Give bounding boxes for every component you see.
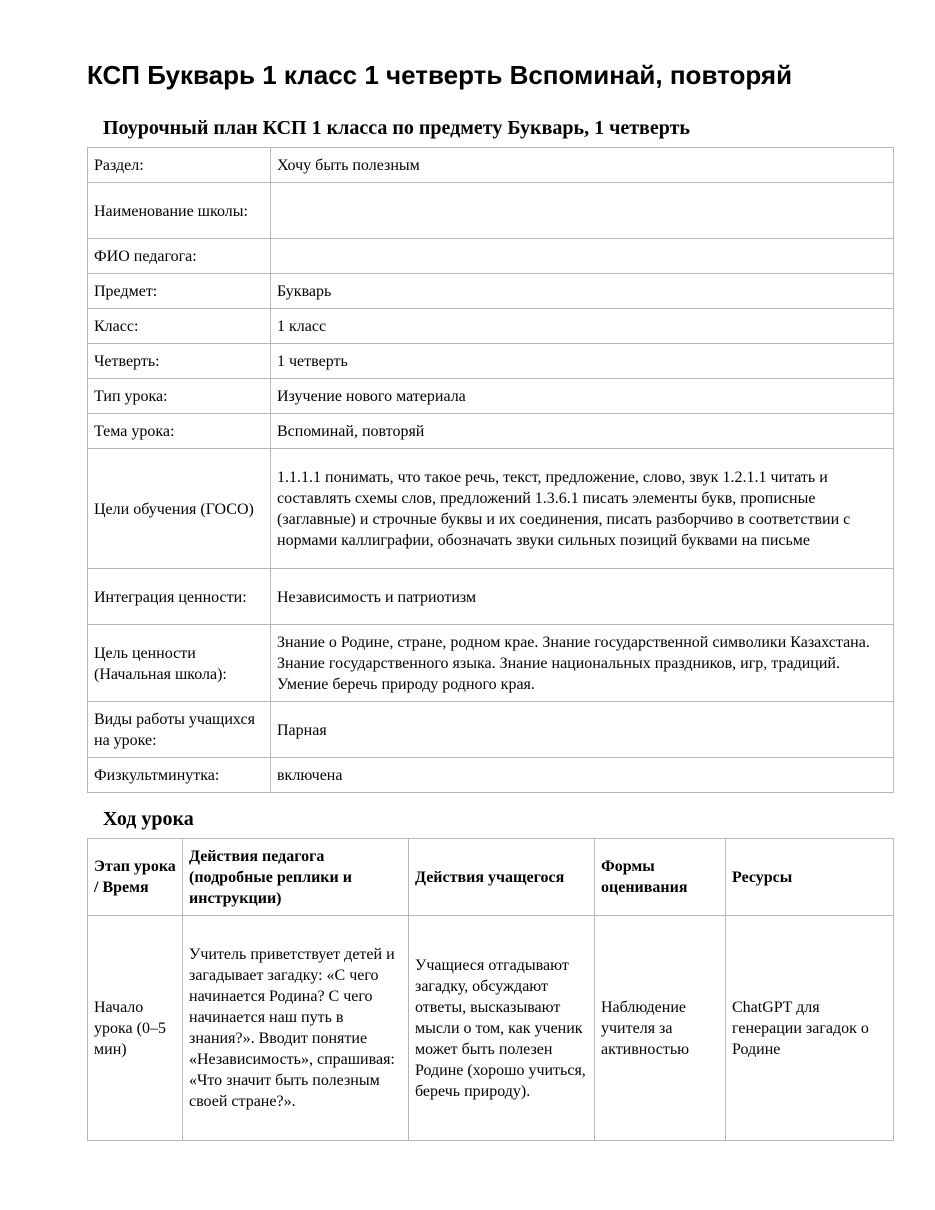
info-row	[88, 239, 894, 274]
info-value: Независимость и патриотизм	[271, 569, 894, 625]
info-label: Цели обучения (ГОСО)	[88, 449, 271, 569]
info-value: Вспоминай, повторяй	[271, 414, 894, 449]
info-value: 1 класс	[271, 309, 894, 344]
info-label: Физкультминутка:	[88, 758, 271, 793]
column-header-teacher: Действия педагога (подробные реплики и инструкции)	[183, 839, 409, 916]
info-label: Цель ценности (Начальная школа):	[88, 625, 271, 702]
cell-teacher: Учитель приветствует детей и загадывает загадку: «С чего начинается Родина? С чего начинается наш путь в знания?». Вводит понятие «Независимость», спрашивая: «Что значит быть полезным своей стране?».	[183, 916, 409, 1141]
info-row	[88, 625, 894, 702]
info-row	[88, 702, 894, 758]
info-value: включена	[271, 758, 894, 793]
info-label: Предмет:	[88, 274, 271, 309]
column-header-stage: Этап урока / Время	[88, 839, 183, 916]
lesson-info-table	[87, 147, 894, 793]
info-row	[88, 344, 894, 379]
info-label: Тема урока:	[88, 414, 271, 449]
cell-assessment: Наблюдение учителя за активностью	[595, 916, 726, 1141]
column-header-student: Действия учащегося	[409, 839, 595, 916]
info-row	[88, 569, 894, 625]
info-label: Четверть:	[88, 344, 271, 379]
info-label: Раздел:	[88, 148, 271, 183]
info-value: Знание о Родине, стране, родном крае. Знание государственной символики Казахстана. Знание государственного языка. Знание национальных праздников, игр, традиций. Умение беречь природу родного края.	[271, 625, 894, 702]
info-label: Виды работы учащихся на уроке:	[88, 702, 271, 758]
cell-resources: ChatGPT для генерации загадок о Родине	[726, 916, 894, 1141]
info-label: Тип урока:	[88, 379, 271, 414]
info-label: Класс:	[88, 309, 271, 344]
plan-heading: Поурочный план КСП 1 класса по предмету Букварь, 1 четверть	[103, 117, 690, 139]
info-value: Парная	[271, 702, 894, 758]
info-value: Букварь	[271, 274, 894, 309]
table-header-row	[88, 839, 894, 916]
column-header-resources: Ресурсы	[726, 839, 894, 916]
info-label: ФИО педагога:	[88, 239, 271, 274]
column-header-assessment: Формы оценивания	[595, 839, 726, 916]
lesson-flow-table	[87, 838, 894, 1141]
info-label: Наименование школы:	[88, 183, 271, 239]
cell-stage: Начало урока (0–5 мин)	[88, 916, 183, 1141]
cell-student: Учащиеся отгадывают загадку, обсуждают ответы, высказывают мысли о том, как ученик может быть полезен Родине (хорошо учиться, беречь природу).	[409, 916, 595, 1141]
info-value: Изучение нового материала	[271, 379, 894, 414]
info-row	[88, 379, 894, 414]
info-value	[271, 239, 894, 274]
info-value: 1 четверть	[271, 344, 894, 379]
info-label: Интеграция ценности:	[88, 569, 271, 625]
info-row	[88, 183, 894, 239]
info-row	[88, 148, 894, 183]
document-title: КСП Букварь 1 класс 1 четверть Вспоминай, повторяй	[87, 60, 793, 90]
info-row	[88, 414, 894, 449]
info-row	[88, 274, 894, 309]
info-row	[88, 449, 894, 569]
info-value: Хочу быть полезным	[271, 148, 894, 183]
info-value: 1.1.1.1 понимать, что такое речь, текст, предложение, слово, звук 1.2.1.1 читать и составлять схемы слов, предложений 1.3.6.1 писать элементы букв, прописные (заглавные) и строчные буквы и их соединения, писать разборчиво в соответствии с нормами каллиграфии, обозначать звуки сильных позиций буквами на письме	[271, 449, 894, 569]
lesson-heading: Ход урока	[103, 808, 194, 830]
info-value	[271, 183, 894, 239]
info-row	[88, 758, 894, 793]
table-row	[88, 916, 894, 1141]
info-row	[88, 309, 894, 344]
